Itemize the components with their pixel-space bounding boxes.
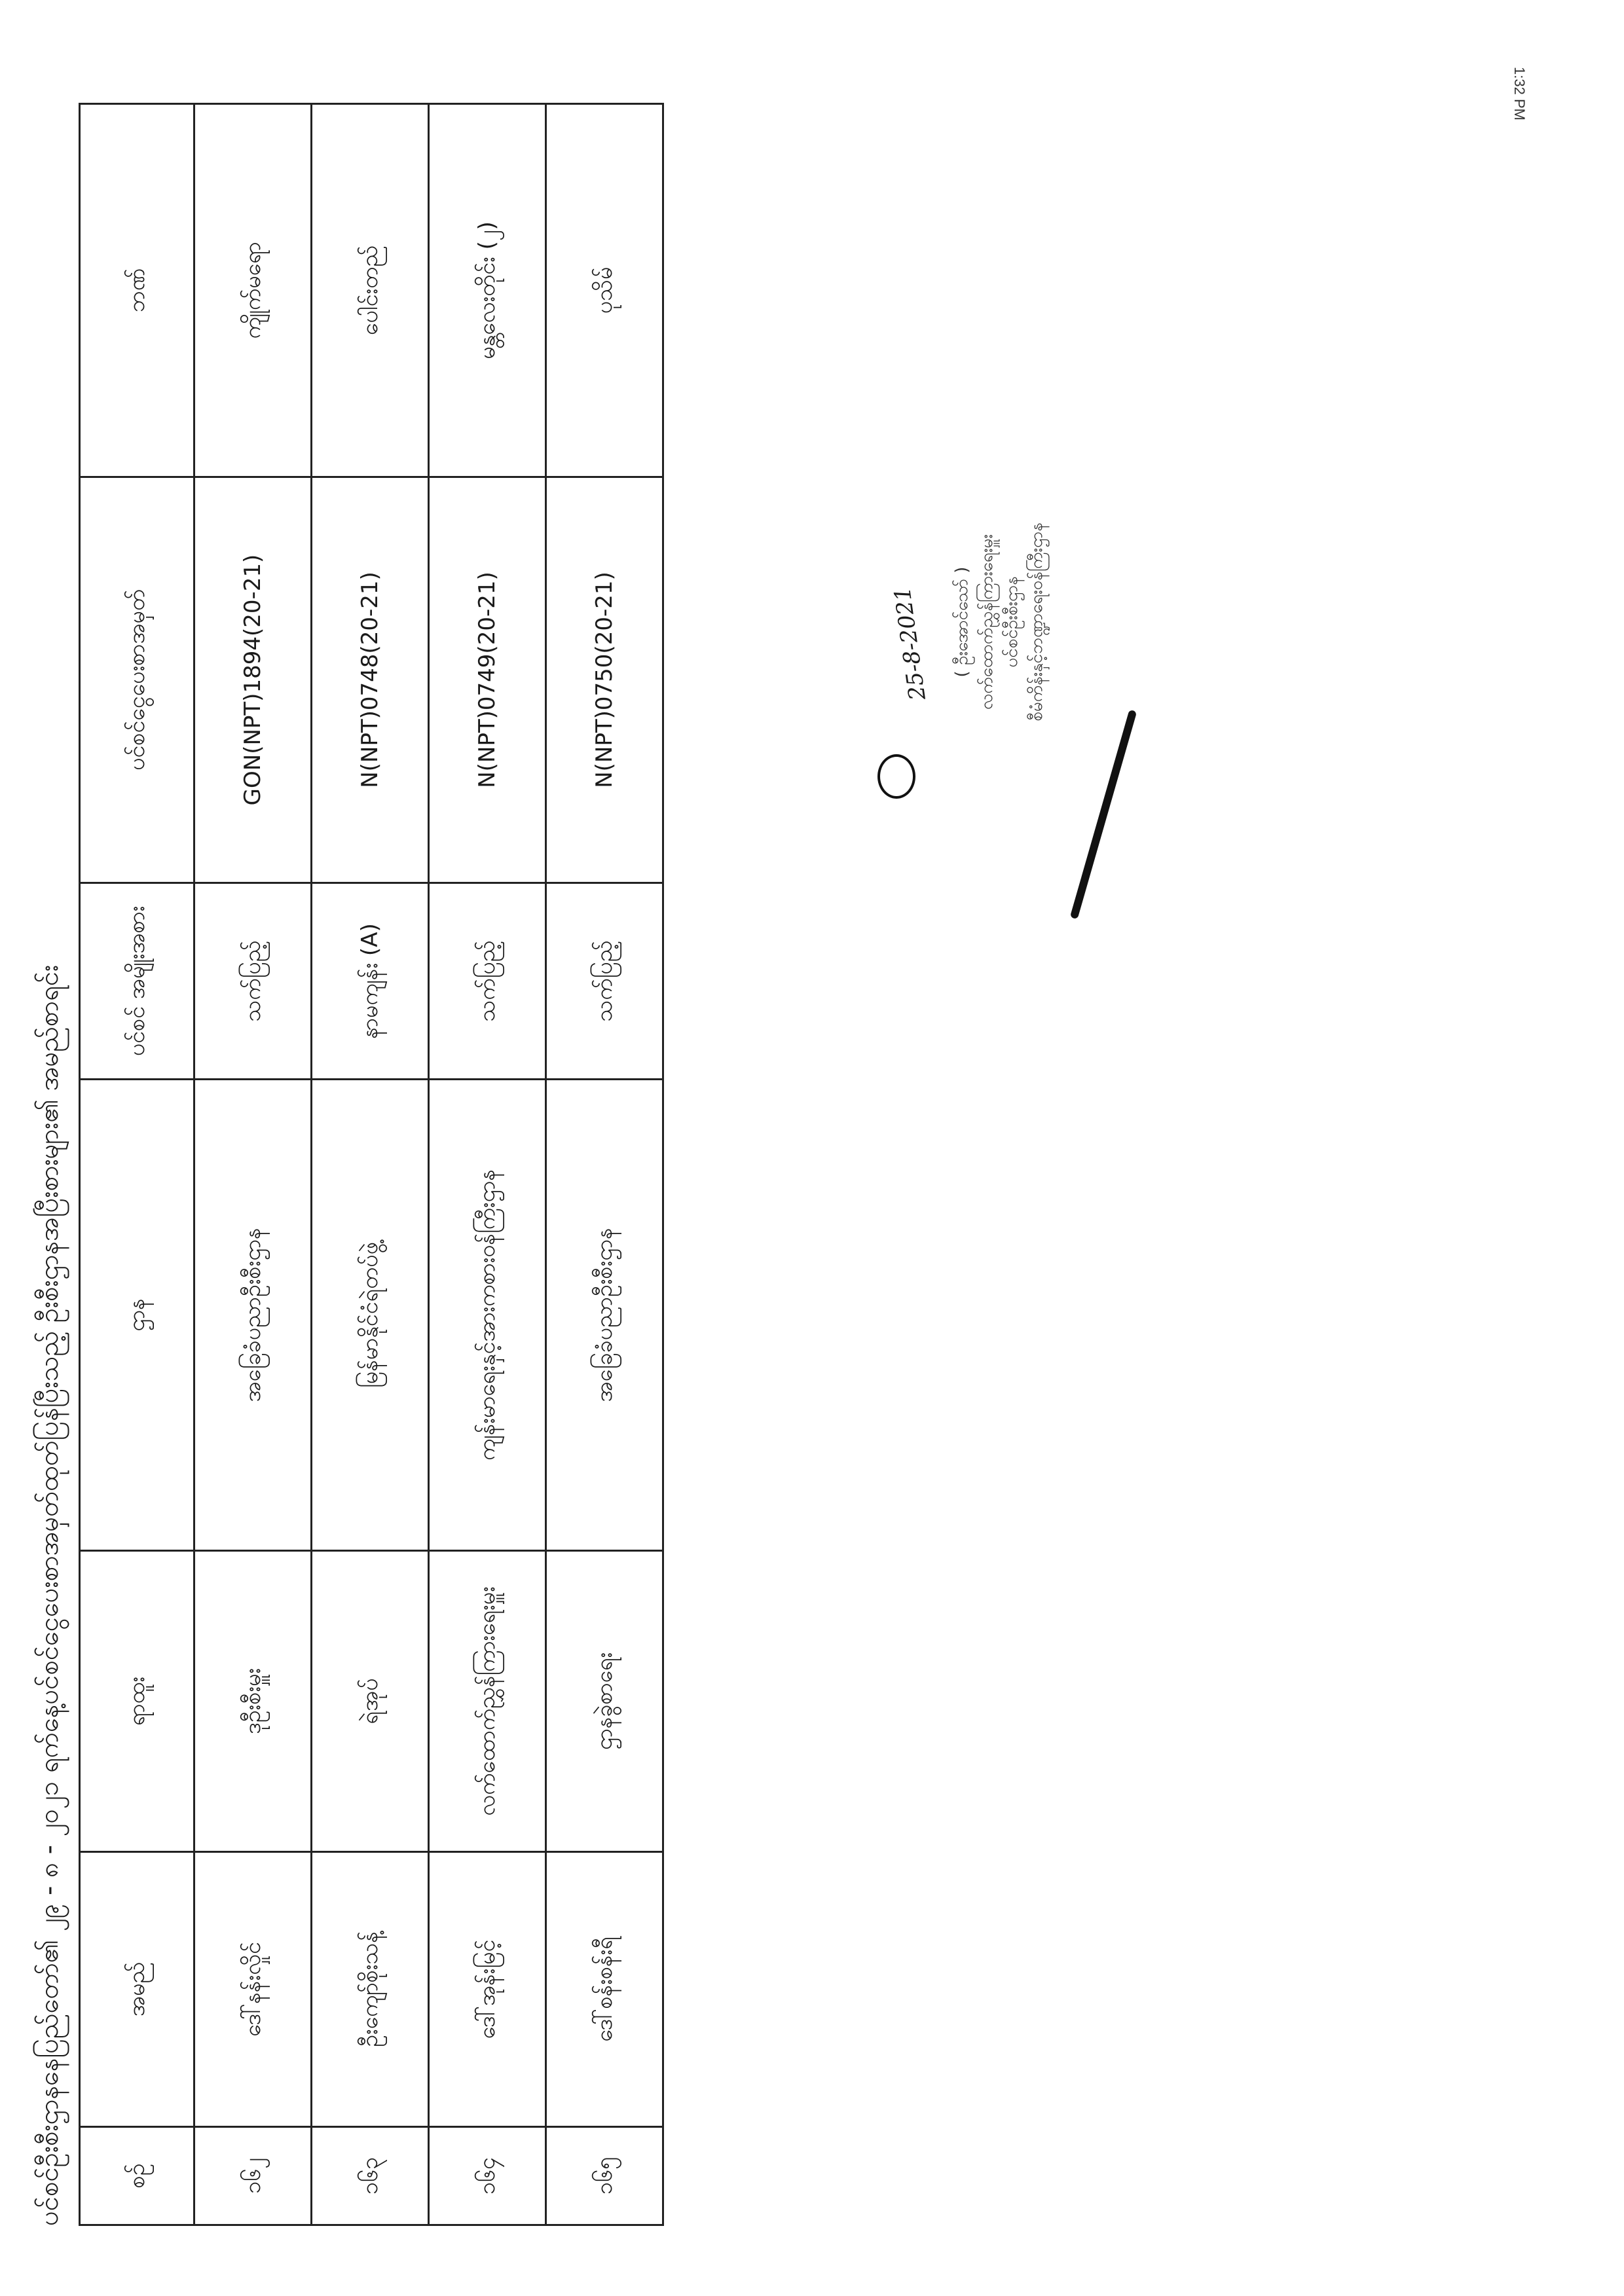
table-row — [429, 104, 546, 2225]
cell-cert-no: GON(NPT)1894(20-21) — [194, 477, 312, 883]
cell-department: အခြေခံပညာဦးစီးဌာန — [194, 1080, 312, 1551]
header-pension-type: ပင်စင် အမျိုးအစား — [80, 883, 194, 1080]
signature-block — [707, 399, 1166, 1002]
header-region: ဘဏ် — [80, 104, 194, 477]
cell-department: အခြေခံပညာဦးစီးဌာန — [546, 1080, 663, 1551]
cell-position: ရဲအုပ် — [312, 1551, 429, 1852]
cell-name: ဒေါ်အုန်းမြင့် — [429, 1852, 546, 2127]
cell-name: ဦးကျော်စိုးသန့် — [312, 1852, 429, 2127]
cell-position: ဌာနခွဲစာရေး — [546, 1551, 663, 1852]
stamp-line: ပင်စင်ဦးစီးဌာန — [1002, 576, 1022, 668]
stamp-line: ( ဦးအောင်သော် ) — [952, 566, 972, 678]
cell-pension-type: သက်ပြည့် — [194, 883, 312, 1080]
signature-mark — [877, 754, 915, 799]
stamp-line: စီမံကိန်းနှင့်ဘဏ္ဍာရေးဝန်ကြီးဌာန — [1027, 522, 1046, 721]
cell-cert-no: N(NPT)0750(20-21) — [546, 477, 663, 883]
header-department: ဌာန — [80, 1080, 194, 1551]
document-page — [20, 52, 1408, 2265]
cell-no: ၁၆၅ — [546, 2127, 663, 2225]
cell-region: ပုသိမ် — [546, 104, 663, 477]
cell-no: ၁၆၄ — [429, 2127, 546, 2225]
cell-cert-no: N(NPT)0748(20-21) — [312, 477, 429, 883]
cell-no: ၁၆၃ — [312, 2127, 429, 2225]
cell-region: မန္တလေးတိုင်း (၂) — [429, 104, 546, 477]
cell-region: ကျိုက်မရော — [194, 104, 312, 477]
table-row — [546, 104, 663, 2225]
cell-position: လက်ထောက်ညွှန်ကြားရေးမှူး — [429, 1551, 546, 1852]
timestamp-text: 1:32 PM — [1511, 67, 1528, 120]
cell-department: မြန်မာနိုင်ငံရဲတပ်ဖွဲ့ — [312, 1080, 429, 1551]
document-title: ပင်စင်ဦးစီးဌာနနေပြည်တော်၏ ၂၉ - ၈ - ၂၀၂၁ ရက်နေ့ပင်စင်ငွေပေးစာအမှတ်ထုတ်ပြန်ပြီးသည့် ဦးစီးဌာနအပြီးစားများ၏ အမည်စာရင်း — [34, 964, 64, 2226]
header-name: အမည် — [80, 1852, 194, 2127]
cell-cert-no: N(NPT)0749(20-21) — [429, 477, 546, 883]
header-position: ရာထူး — [80, 1551, 194, 1852]
cell-pension-type: သက်ပြည့် — [429, 883, 546, 1080]
cell-name: ဒေါ်နန်းလှိုင် — [194, 1852, 312, 2127]
signature-date: 25-8-2021 — [889, 585, 931, 702]
official-stamp — [950, 439, 1049, 805]
print-timestamp — [1500, 51, 1539, 136]
pension-table — [79, 103, 664, 2226]
cell-department: ကျန်းမာရေးနှင့်အားကစားဝန်ကြီးဌာန — [429, 1080, 546, 1551]
cell-no: ၁၆၂ — [194, 2127, 312, 2225]
stamp-line: လက်ထောက်ညွှန်ကြားရေးမှူး — [977, 534, 997, 710]
table-row — [312, 104, 429, 2225]
cell-pension-type: နာမကျန်း (A) — [312, 883, 429, 1080]
table-row — [194, 104, 312, 2225]
cell-region: ပေါင်းတည် — [312, 104, 429, 477]
header-no: စဉ် — [80, 2127, 194, 2225]
header-cert-no: ပင်စင်ငွေပေးစာအမှတ် — [80, 477, 194, 883]
cell-pension-type: သက်ပြည့် — [546, 883, 663, 1080]
cell-name: ဒေါ်စန်းစန်းရီ — [546, 1852, 663, 2127]
signature-stroke — [1070, 710, 1137, 920]
cell-position: ဒုဦးစီးမှူး — [194, 1551, 312, 1852]
table-header-row — [80, 104, 194, 2225]
